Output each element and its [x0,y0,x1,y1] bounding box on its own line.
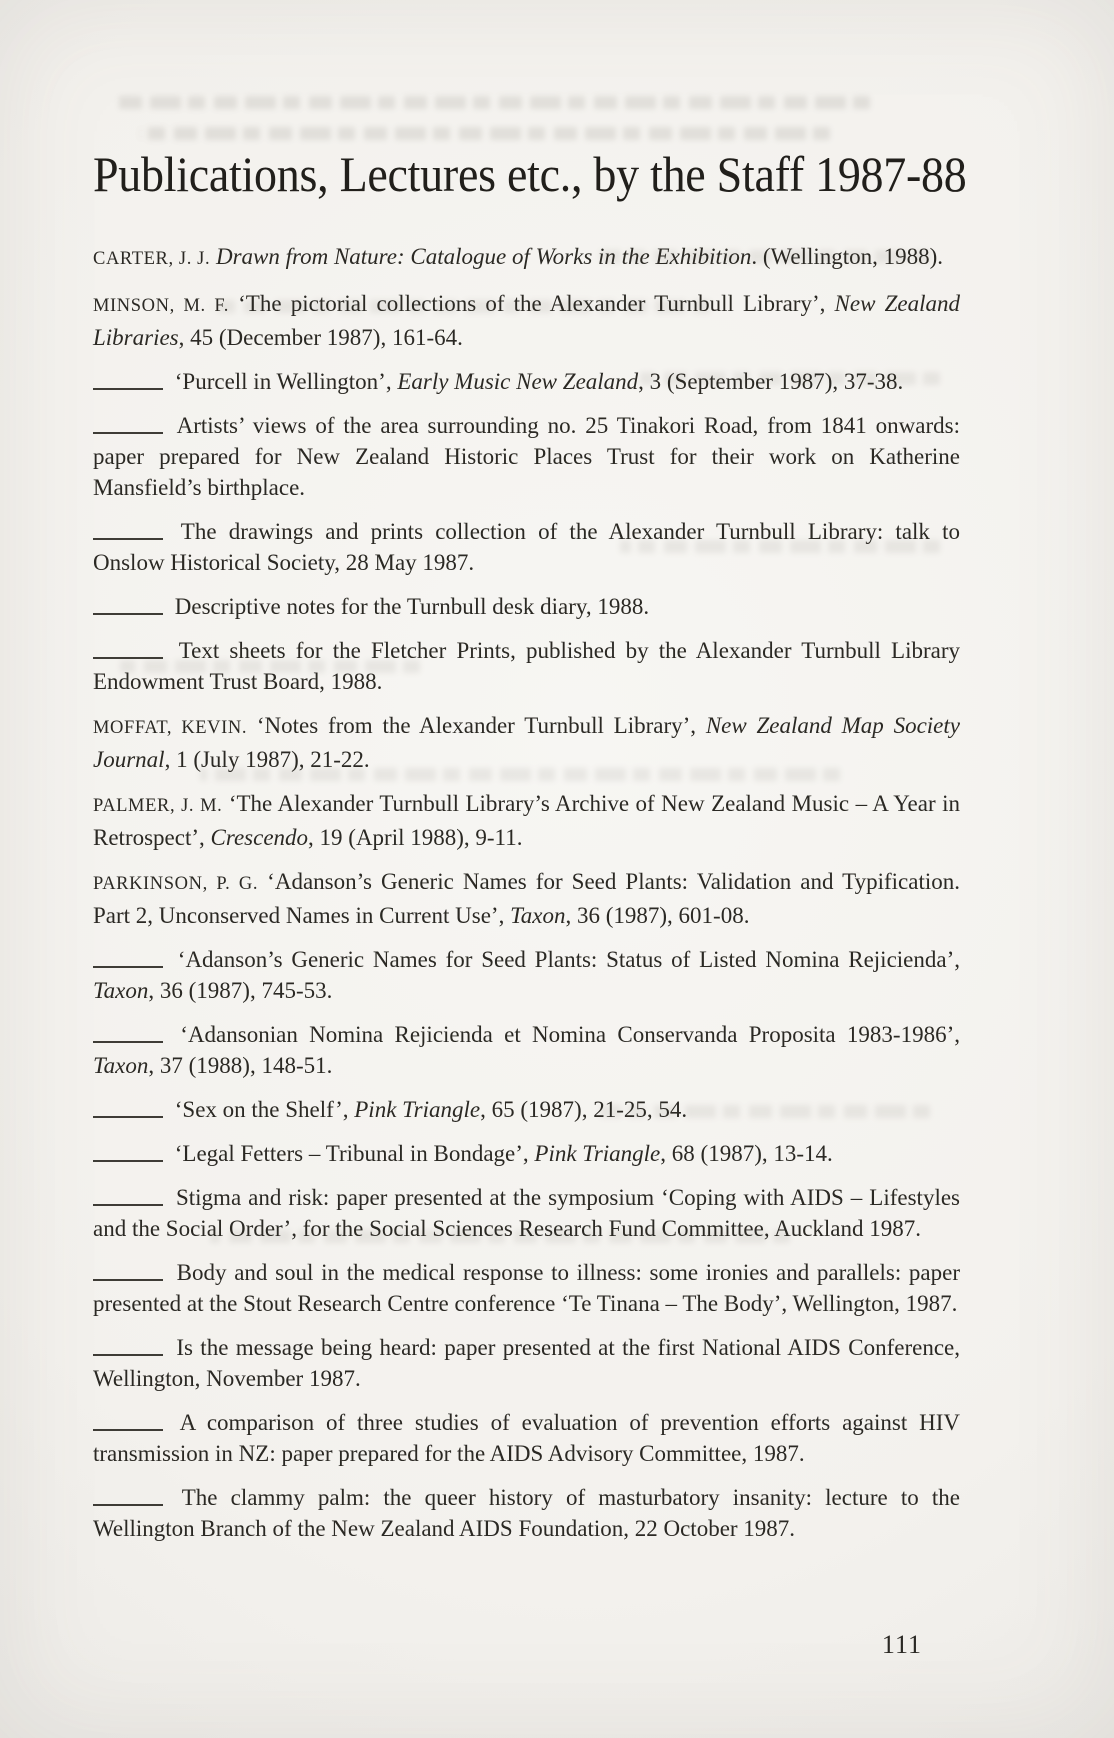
entry-text: ‘Adanson’s Generic Names for Seed Plants: Validation and Typification. Part 2, Unconserved Names in Current Use’, [93,868,960,928]
entry-text: MOFFAT, KEVIN. [93,717,248,738]
entry-text: ‘Purcell in Wellington’, [169,368,398,394]
entry-text: New Zealand Libraries [93,290,960,350]
ditto-rule [93,432,163,434]
bibliography-entry [93,241,960,275]
ditto-rule [93,1116,163,1118]
entry-text: . (Wellington, 1988). [751,243,944,269]
entry-text: Taxon [93,977,149,1003]
entry-text: , 65 (1987), 21-25, 54. [480,1096,688,1122]
showthrough-line [140,127,830,140]
bibliography-entry [93,710,960,775]
bibliography-entry [93,410,960,503]
entry-text: , 45 (December 1987), 161-64. [178,324,463,350]
page-number: 111 [881,1630,922,1659]
bibliography-entry [93,516,960,578]
entry-text: Stigma and risk: paper presented at the symposium ‘Coping with AIDS – Lifestyles and the Social Order’, for the Social Sciences Research Fund Committee, Auckland 1987. [93,1184,960,1241]
ditto-rule [93,1160,163,1162]
entry-text: , 36 (1987), 601-08. [565,902,750,928]
entry-text: Crescendo [210,824,309,850]
entry-text: Descriptive notes for the Turnbull desk diary, 1988. [169,593,650,619]
bibliography-entry [93,1332,960,1394]
entry-text: Is the message being heard: paper presented at the first National AIDS Conference, Wellington, November 1987. [93,1334,960,1391]
bibliography-entry [93,944,960,1006]
ditto-rule [93,966,163,968]
ditto-rule [93,1041,163,1043]
entry-text: CARTER, J. J. [93,248,211,269]
entry-text: MINSON, M. F. [93,295,229,316]
bibliography-entry [93,1094,960,1125]
ditto-rule [93,1354,163,1356]
bibliography-entry [93,635,960,697]
entry-text: , 68 (1987), 13-14. [660,1140,833,1166]
showthrough-line [118,96,870,109]
entry-text: Artists’ views of the area surrounding no. 25 Tinakori Road, from 1841 onwards: paper prepared for New Zealand Historic Places Trust for their work on Katherine Mansfield’s birthplace. [93,412,960,500]
entry-text: Taxon [510,902,566,928]
entry-text: , 1 (July 1987), 21-22. [164,746,370,772]
entry-text: Pink Triangle [354,1096,481,1122]
entry-text: New Zealand Map Society Journal [93,712,960,772]
entry-text: A comparison of three studies of evaluation of prevention efforts against HIV transmission in NZ: paper prepared for the AIDS Advisory Committee, 1987. [93,1409,960,1466]
entry-text: , 3 (September 1987), 37-38. [638,368,904,394]
bibliography-entry [93,1138,960,1169]
bibliography-entry [93,866,960,931]
bibliography-entry [93,366,960,397]
bibliography-entry [93,1257,960,1319]
entry-text: Text sheets for the Fletcher Prints, published by the Alexander Turnbull Library Endowment Trust Board, 1988. [93,637,960,694]
bibliography-entry [93,591,960,622]
bibliography-entry [93,788,960,853]
ditto-rule [93,1504,163,1506]
entry-text: , 19 (April 1988), 9-11. [308,824,523,850]
page-title: Publications, Lectures etc., by the Staff 1987-88 [93,146,967,202]
ditto-rule [93,538,163,540]
entry-text: ‘The Alexander Turnbull Library’s Archive of New Zealand Music – A Year in Retrospect’, [93,790,960,850]
entry-text: Pink Triangle [534,1140,661,1166]
entry-text: The clammy palm: the queer history of masturbatory insanity: lecture to the Wellington Branch of the New Zealand AIDS Foundation, 22 October 1987. [93,1484,960,1541]
entry-text: ‘Adansonian Nomina Rejicienda et Nomina Conservanda Proposita 1983-1986’, [169,1021,960,1047]
bibliography-entry [93,1407,960,1469]
ditto-rule [93,1204,163,1206]
entry-text: ‘Legal Fetters – Tribunal in Bondage’, [169,1140,535,1166]
entry-text: The drawings and prints collection of the Alexander Turnbull Library: talk to Onslow Historical Society, 28 May 1987. [93,518,960,575]
bibliography-entry [93,1482,960,1544]
ditto-rule [93,388,163,390]
entry-text: PALMER, J. M. [93,795,223,816]
bibliography-entry [93,288,960,353]
ditto-rule [93,1429,163,1431]
entry-text: Body and soul in the medical response to illness: some ironies and parallels: paper presented at the Stout Research Centre conference ‘Te Tinana – The Body’, Wellington, 1987. [93,1259,960,1316]
bibliography-entry [93,1019,960,1081]
entry-text: Drawn from Nature: Catalogue of Works in the Exhibition [210,243,752,269]
text-block [93,146,967,1557]
entry-text: Early Music New Zealand [397,368,639,394]
bibliography-list [93,241,960,1544]
entry-text: , 36 (1987), 745-53. [148,977,333,1003]
entry-text: ‘The pictorial collections of the Alexander Turnbull Library’, [228,290,835,316]
ditto-rule [93,657,163,659]
entry-text: PARKINSON, P. G. [93,873,259,894]
entry-text: ‘Notes from the Alexander Turnbull Library’, [247,712,706,738]
entry-text: ‘Sex on the Shelf’, [169,1096,355,1122]
entry-text: ‘Adanson’s Generic Names for Seed Plants: Status of Listed Nomina Rejicienda’, [169,946,960,972]
ditto-rule [93,1279,163,1281]
ditto-rule [93,613,163,615]
entry-text: , 37 (1988), 148-51. [148,1052,333,1078]
bibliography-entry [93,1182,960,1244]
entry-text: Taxon [93,1052,149,1078]
